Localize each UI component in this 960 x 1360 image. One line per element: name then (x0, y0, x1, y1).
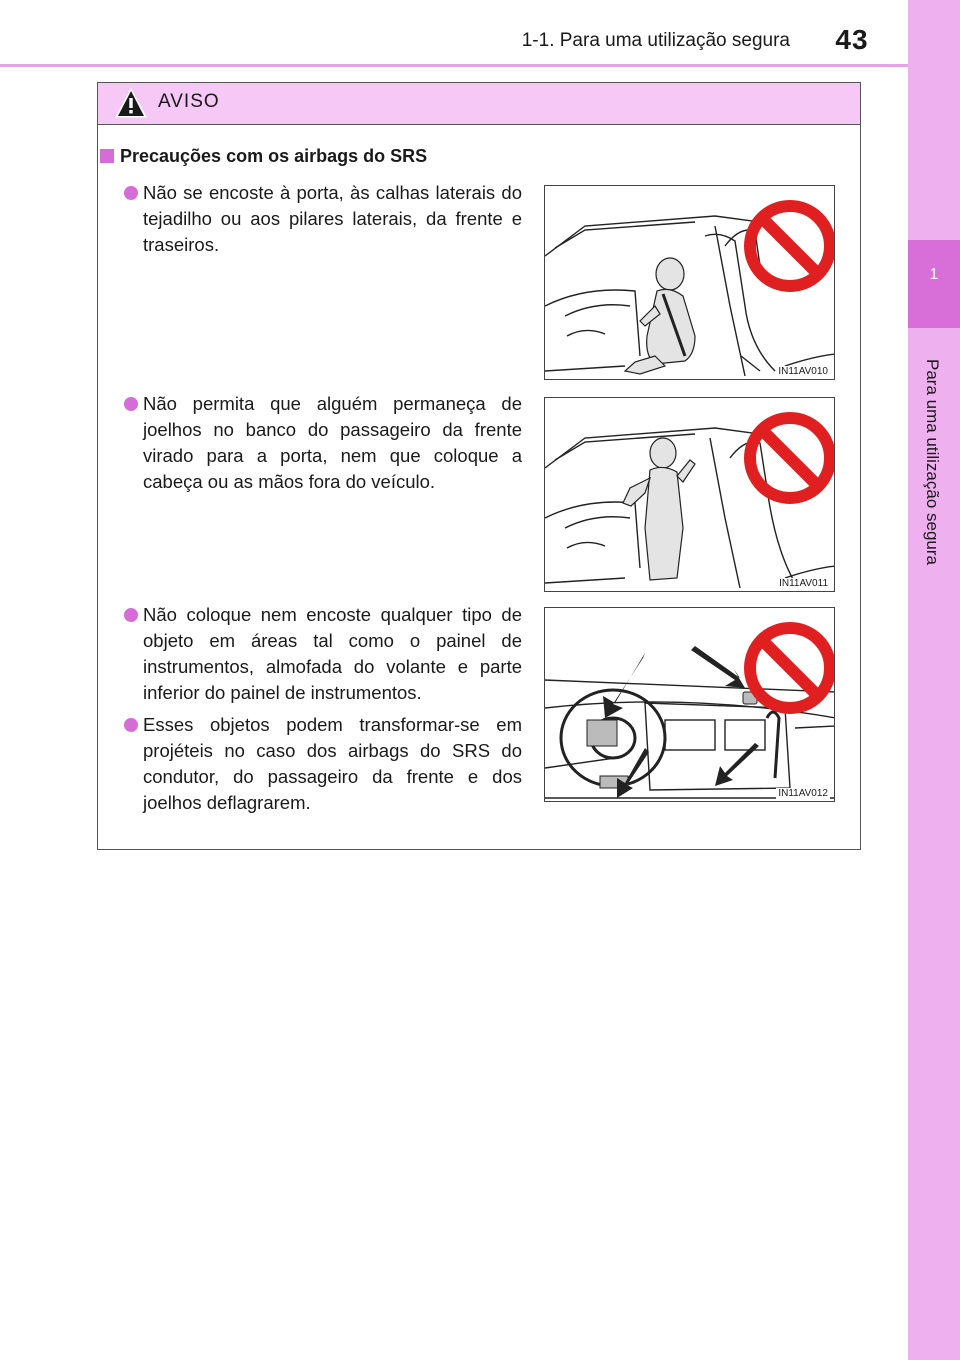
figure-code: IN11AV011 (779, 578, 828, 589)
bullet-dot-icon (124, 186, 138, 200)
kneeling-on-seat-illustration (545, 398, 835, 592)
chapter-side-tab (908, 0, 960, 1360)
list-item (124, 391, 522, 495)
warning-label: AVISO (158, 91, 220, 112)
list-item-text: Não se encoste à porta, às calhas laterais do tejadilho ou aos pilares laterais, da frente e traseiros. (143, 182, 522, 255)
dashboard-objects-illustration (545, 608, 835, 802)
leaning-on-door-illustration (545, 186, 835, 380)
figure-leaning-on-door (544, 185, 835, 380)
warning-subheading-text: Precauções com os airbags do SRS (120, 146, 428, 166)
chapter-title: Para uma utilização segura (923, 358, 942, 565)
list-item-text: Não permita que alguém permaneça de joelhos no banco do passageiro da frente virado para a porta, nem que coloque a cabeça ou as mãos fora do veículo. (143, 393, 522, 492)
list-item (124, 180, 522, 258)
figure-dashboard-objects (544, 607, 835, 802)
square-bullet-icon (100, 149, 114, 163)
warning-subheading (100, 146, 427, 167)
figure-code: IN11AV012 (778, 788, 828, 799)
page-number: 43 (835, 24, 869, 55)
list-item (124, 712, 522, 816)
header-rule (0, 64, 908, 67)
list-item-text: Esses objetos podem transformar-se em projéteis no caso dos airbags do SRS do condutor, do passageiro da frente e dos joelhos deflagrarem. (143, 714, 522, 813)
section-title: 1-1. Para uma utilização segura (521, 30, 790, 51)
bullet-dot-icon (124, 608, 138, 622)
bullet-dot-icon (124, 397, 138, 411)
list-item (124, 602, 522, 706)
list-item-text: Não coloque nem encoste qualquer tipo de objeto em áreas tal como o painel de instrumentos, almofada do volante e parte inferior do painel de instrumentos. (143, 604, 522, 703)
bullet-dot-icon (124, 718, 138, 732)
chapter-number: 1 (929, 266, 939, 283)
warning-triangle-icon (114, 87, 148, 119)
figure-kneeling-on-seat (544, 397, 835, 592)
figure-code: IN11AV010 (778, 366, 828, 377)
warning-header (98, 83, 860, 125)
